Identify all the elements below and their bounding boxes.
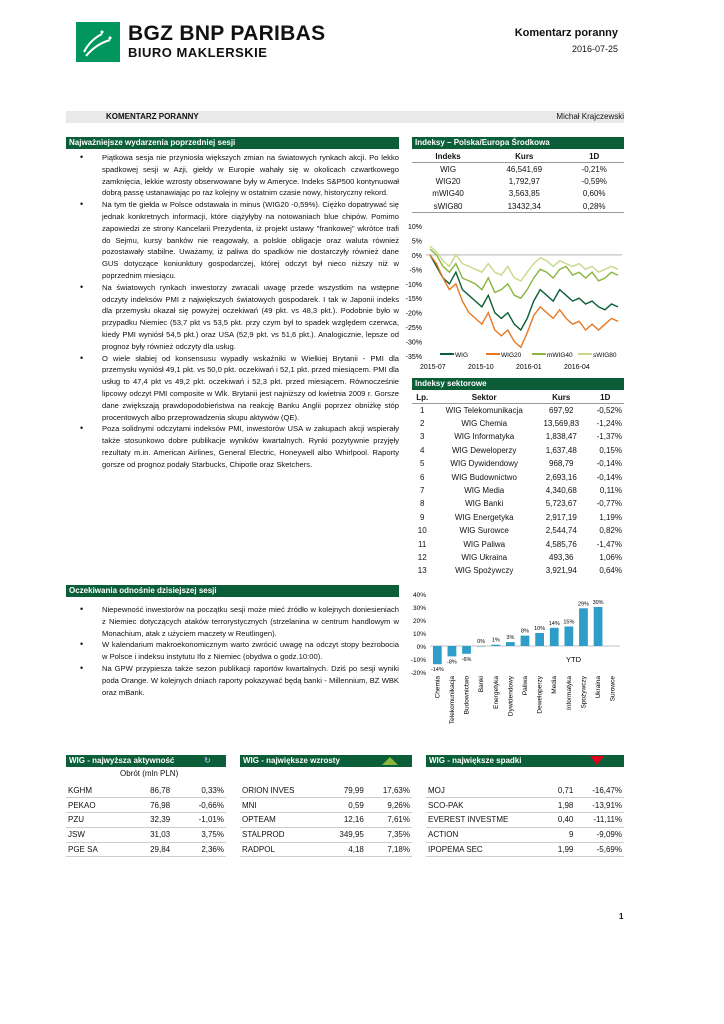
bullet-item: • Niepewność inwestorów na początku sesji może mieć źródło w kolejnych doniesieniach z Niemiec dotyczących ataków terrorystycznych (strzelanina w centrum handlowym w Monachium, atak z użyciem maczety w Reutlingen). bbox=[90, 604, 399, 639]
table-cell: 493,36 bbox=[549, 552, 574, 562]
table-cell: 7,18% bbox=[387, 845, 410, 855]
x-tick-label: 2016-01 bbox=[516, 364, 542, 371]
table-cell: 1 bbox=[419, 405, 425, 415]
table-cell: mWIG40 bbox=[432, 189, 464, 199]
bullet-item: • W kalendarium makroekonomicznym warto zwrócić uwagę na odczyt stopy bezrobocia w Polsce i indeksu instytutu Ifo z Niemiec (obydwa o godz.10:00). bbox=[90, 639, 399, 663]
table-cell: 13,569,83 bbox=[543, 419, 580, 429]
table-row bbox=[412, 163, 624, 176]
table-cell: PEKAO bbox=[68, 800, 96, 810]
table-cell: 6 bbox=[419, 472, 425, 482]
table-row bbox=[412, 404, 624, 417]
table-cell: WIG Surowce bbox=[459, 526, 509, 536]
sectors-col-header: Kurs bbox=[536, 391, 587, 404]
bar bbox=[564, 627, 573, 647]
indices-col-header: Indeks bbox=[412, 150, 484, 163]
table-cell: 9,26% bbox=[387, 800, 410, 810]
table-cell: -16,47% bbox=[592, 785, 622, 795]
legend-label: WIG20 bbox=[501, 352, 522, 359]
table-cell: 1,838,47 bbox=[545, 432, 577, 442]
sectors-col-header: 1D bbox=[587, 391, 624, 404]
table-cell: 12 bbox=[417, 552, 427, 562]
table-cell: EVEREST INVESTME bbox=[428, 815, 509, 825]
data-label: 15% bbox=[563, 619, 575, 626]
y-tick-label: -20% bbox=[410, 670, 426, 677]
table-cell: 86,78 bbox=[150, 785, 171, 795]
table-cell: 0,28% bbox=[564, 200, 624, 213]
table-row bbox=[412, 200, 624, 213]
table-cell: -1,01% bbox=[198, 815, 224, 825]
doc-title: Komentarz poranny bbox=[514, 27, 618, 39]
table-cell: 7 bbox=[419, 486, 425, 496]
bar bbox=[521, 636, 530, 646]
table-cell: 1,99 bbox=[557, 845, 574, 855]
table-row bbox=[426, 813, 624, 828]
y-tick-label: 20% bbox=[412, 618, 426, 625]
data-label: -6% bbox=[461, 656, 472, 663]
top-bar bbox=[66, 111, 624, 123]
table-cell: -11,11% bbox=[593, 815, 622, 825]
table-cell: 1,06% bbox=[599, 552, 622, 562]
table-cell: 3,921,94 bbox=[545, 566, 577, 576]
table-cell: WIG Paliwa bbox=[463, 539, 506, 549]
table-cell: -1,24% bbox=[596, 419, 622, 429]
x-tick-label: Informatyka bbox=[565, 676, 573, 710]
doc-date: 2016-07-25 bbox=[571, 44, 618, 54]
legend-label: sWIG80 bbox=[593, 352, 617, 359]
y-tick-label: 30% bbox=[412, 605, 426, 612]
data-label: 8% bbox=[521, 628, 529, 635]
table-cell: -5,69% bbox=[596, 845, 622, 855]
table-row bbox=[412, 564, 624, 577]
table-cell: -0,77% bbox=[596, 499, 622, 509]
table-cell: 79,99 bbox=[343, 785, 364, 795]
table-cell: 0,82% bbox=[599, 526, 622, 536]
table-cell: WIG bbox=[440, 164, 457, 174]
data-label: -14% bbox=[430, 667, 444, 674]
table-row bbox=[412, 497, 624, 510]
table-cell: WIG Telekomunikacja bbox=[445, 405, 523, 415]
table-cell: 0,71 bbox=[557, 785, 574, 795]
data-label: 3% bbox=[506, 635, 515, 642]
table-row bbox=[412, 175, 624, 188]
table-row bbox=[426, 827, 624, 842]
table-row bbox=[412, 417, 624, 430]
table-row bbox=[240, 798, 412, 813]
table-cell: 12,16 bbox=[343, 815, 364, 825]
author: Michał Krajczewski bbox=[556, 112, 624, 121]
y-tick-label: -25% bbox=[405, 325, 422, 333]
table-cell: WIG Informatyka bbox=[454, 432, 515, 442]
sectors-col-header: Lp. bbox=[412, 391, 432, 404]
y-tick-label: -20% bbox=[405, 310, 422, 318]
sectors-header: Indeksy sektorowe bbox=[412, 378, 624, 390]
table-row bbox=[66, 813, 226, 828]
table-cell: 3,563,85 bbox=[508, 189, 540, 199]
table-cell: -0,21% bbox=[581, 164, 607, 174]
table-cell: sWIG80 bbox=[412, 200, 484, 213]
table-cell: 968,79 bbox=[549, 459, 574, 469]
x-tick-label: 2016-04 bbox=[564, 364, 590, 371]
table-cell: -13,91% bbox=[592, 800, 622, 810]
data-label: 0% bbox=[477, 639, 486, 645]
bar bbox=[448, 646, 457, 656]
table-cell: 9 bbox=[419, 512, 425, 522]
brand-sub: BIURO MAKLERSKIE bbox=[128, 45, 268, 60]
table-cell: 5,723,67 bbox=[545, 499, 577, 509]
indices-table bbox=[412, 150, 624, 213]
table-cell: IPOPEMA SEC bbox=[428, 845, 483, 855]
table-cell: WIG Energetyka bbox=[454, 512, 514, 522]
y-tick-label: -15% bbox=[405, 296, 422, 304]
x-tick-label: Chemia bbox=[434, 676, 442, 699]
bar bbox=[433, 646, 442, 664]
table-cell: 13432,34 bbox=[484, 200, 564, 213]
line-chart bbox=[400, 216, 628, 374]
table-cell: 4,340,68 bbox=[545, 486, 577, 496]
active-sub: Obrót (mln PLN) bbox=[120, 769, 179, 778]
indices-head-row bbox=[412, 150, 624, 163]
table-row bbox=[412, 430, 624, 443]
table-cell: 2,693,16 bbox=[545, 472, 577, 482]
logo-mark bbox=[76, 22, 120, 62]
series-line-swig80 bbox=[430, 246, 618, 281]
table-cell: WIG Dywidendowy bbox=[450, 459, 518, 469]
data-label: 10% bbox=[534, 626, 546, 632]
table-cell: -0,14% bbox=[596, 472, 622, 482]
brand-name: BGZ BNP PARIBAS bbox=[128, 22, 326, 45]
expect-header: Oczekiwania odnośnie dzisiejszej sesji bbox=[66, 585, 399, 597]
table-cell: OPTEAM bbox=[242, 815, 276, 825]
y-tick-label: -30% bbox=[405, 339, 422, 347]
bullet-item: • O wiele słabiej od konsensusu wypadły wskaźniki w Wielkiej Brytanii - PMI dla przemysłu wyniósł 49,1 pkt. vs 50,0 pkt. oczekiwań i 52,1 pkt. przed miesiącem. PMI dla usług to 47,4 pkt vs 49,2 pkt. oczekiwań i 52,3 pkt. przed miesiącem. Równocześnie lipcowy odczyt PMI composite w Wlk. Brytanii jest najniższy od kwietnia 2009 r. Gorsze dane zwiększają prawdopodobieństwa na reakcję Banku Anglii poprzez obniżkę stóp procentowych albo przeprowadzenia skupu aktywów (QE). bbox=[90, 353, 399, 424]
legend-swatch bbox=[486, 353, 500, 355]
table-cell: 5 bbox=[419, 459, 425, 469]
table-cell: 17,63% bbox=[382, 785, 410, 795]
expect-list bbox=[66, 604, 399, 698]
bar bbox=[491, 645, 500, 646]
x-tick-label: Surowce bbox=[609, 676, 617, 702]
bar bbox=[506, 642, 515, 646]
table-row bbox=[412, 511, 624, 524]
table-cell: 7,35% bbox=[387, 830, 410, 840]
bar bbox=[462, 646, 471, 654]
table-row bbox=[426, 783, 624, 798]
table-cell: WIG Spożywczy bbox=[455, 566, 514, 576]
table-cell: PZU bbox=[68, 815, 84, 825]
table-cell: 29,84 bbox=[150, 845, 171, 855]
table-cell: PGE SA bbox=[68, 845, 98, 855]
y-tick-label: 40% bbox=[412, 592, 426, 599]
bullet-item: • Na światowych rynkach inwestorzy zwracali uwagę przede wszystkim na wstępne odczyty indeksów PMI z największych światowych gospodarek. I tak w Japonii indeks dla przemysłu okazał się powyżej oczekiwań (49 pkt. vs 48,3 pkt.). Podobnie było w przypadku Niemiec (53,7 pkt vs 53,5 pkt. przy czym był to spadek względem czerwca, kiedy PMI wyniósł 54,5 pkt.) oraz USA (52,9 pkt. vs 51,6 pkt.). Analogicznie, lepsze od prognoz były również odczyty dla usług. bbox=[90, 282, 399, 353]
table-cell: -1,47% bbox=[596, 539, 622, 549]
table-row bbox=[426, 842, 624, 857]
table-cell: 2,544,74 bbox=[545, 526, 577, 536]
y-tick-label: -35% bbox=[405, 354, 422, 361]
refresh-icon: ↻ bbox=[204, 756, 211, 765]
legend-label: WIG bbox=[455, 352, 468, 359]
bar bbox=[550, 628, 559, 646]
table-cell: 2,36% bbox=[201, 845, 224, 855]
table-cell: 76,98 bbox=[150, 800, 171, 810]
sectors-head-row bbox=[412, 391, 624, 404]
data-label: 1% bbox=[491, 637, 500, 644]
table-row bbox=[66, 842, 226, 857]
down-triangle-icon bbox=[590, 756, 604, 765]
bar bbox=[535, 633, 544, 646]
down-title: WIG - największe spadki bbox=[429, 756, 522, 765]
x-tick-label: Budownictwo bbox=[463, 676, 471, 715]
table-cell: WIG Banki bbox=[465, 499, 504, 509]
legend-label: YTD bbox=[566, 655, 581, 664]
x-tick-label: Deweloperzy bbox=[536, 676, 544, 714]
x-tick-label: Media bbox=[551, 676, 559, 694]
active-title: WIG - najwyższa aktywność bbox=[69, 756, 175, 765]
table-cell: 2 bbox=[419, 419, 425, 429]
table-cell: 11 bbox=[418, 539, 427, 549]
active-header bbox=[66, 755, 226, 767]
indices-col-header: 1D bbox=[564, 150, 624, 163]
down-table bbox=[426, 783, 624, 857]
table-cell: 0,15% bbox=[599, 445, 622, 455]
bar-chart bbox=[406, 586, 626, 736]
table-cell: 4 bbox=[419, 445, 425, 455]
table-cell: WIG Chemia bbox=[461, 419, 508, 429]
table-cell: 3,75% bbox=[201, 830, 224, 840]
table-cell: RADPOL bbox=[242, 845, 275, 855]
table-cell: 0,59 bbox=[348, 800, 364, 810]
table-row bbox=[412, 188, 624, 201]
table-cell: -0,59% bbox=[581, 176, 607, 186]
table-cell: MNI bbox=[242, 800, 257, 810]
table-cell: 1,637,48 bbox=[545, 445, 577, 455]
table-row bbox=[412, 551, 624, 564]
table-cell: 32,39 bbox=[150, 815, 171, 825]
table-cell: WIG20 bbox=[435, 176, 461, 186]
table-row bbox=[66, 783, 226, 798]
table-cell: 10 bbox=[417, 526, 427, 536]
series-line-wig bbox=[430, 255, 618, 330]
sectors-col-header: Sektor bbox=[432, 391, 536, 404]
table-row bbox=[412, 484, 624, 497]
table-row bbox=[66, 827, 226, 842]
table-cell: 4,18 bbox=[348, 845, 364, 855]
bullet-item: • Poza solidnymi odczytami indeksów PMI, inwestorów USA w zakupach akcji wspierały także stosunkowo dobre publikacje wyników kwartalnych. Rynki pozytywnie przyjęły rezultaty m.in. American Airlines, General Electric, Honeywell albo Whirlpool. Raporty gorsze od prognoz podały Starbucks, Chipotle oraz Sketchers. bbox=[90, 423, 399, 470]
table-cell: 3 bbox=[419, 432, 425, 442]
table-cell: 2,917,19 bbox=[545, 512, 577, 522]
bullet-item: • Na tym tle giełda w Polsce odstawała in minus (WIG20 -0,59%). Ciężko dopatrywać się jednak konkretnych informacji, które ciążyłyby na notowaniach blue chipów. Pomimo zapowiedzi ze strony Kancelarii Prezydenta, iż projekt ustawy "frankowej" wkrótce trafi do Sejmu, kursy banków nie reagowały, a polskie obligacje oraz waluta również pozostawały stabilne. Uważamy, iż paliwa do spadków nie dostarczyły również dane GUS dotyczące koniunktury gospodarczej, której odczyt był nieco niższy niż w poprzednim miesiącu. bbox=[90, 199, 399, 282]
y-tick-label: 0% bbox=[416, 644, 426, 651]
table-cell: 0,40 bbox=[557, 815, 574, 825]
x-tick-label: Telekomunikacja bbox=[448, 676, 456, 725]
data-label: 14% bbox=[548, 620, 560, 627]
table-row bbox=[412, 537, 624, 550]
table-cell: 4,585,76 bbox=[545, 539, 577, 549]
y-tick-label: -10% bbox=[410, 657, 426, 664]
y-tick-label: 5% bbox=[411, 238, 422, 246]
table-cell: KGHM bbox=[68, 785, 92, 795]
table-cell: 0,33% bbox=[201, 785, 224, 795]
events-list bbox=[66, 152, 399, 471]
y-tick-label: -10% bbox=[405, 281, 422, 289]
up-triangle-icon bbox=[382, 757, 398, 765]
up-header bbox=[240, 755, 412, 767]
table-row bbox=[412, 524, 624, 537]
table-cell: 31,03 bbox=[150, 830, 171, 840]
table-row bbox=[412, 444, 624, 457]
table-cell: 1,792,97 bbox=[508, 176, 540, 186]
table-row bbox=[240, 783, 412, 798]
data-label: -8% bbox=[447, 659, 457, 666]
table-cell: SCO-PAK bbox=[428, 800, 464, 810]
table-row bbox=[66, 798, 226, 813]
down-header bbox=[426, 755, 624, 767]
table-cell: -0,14% bbox=[596, 459, 622, 469]
table-cell: STALPROD bbox=[242, 830, 285, 840]
y-tick-label: 0% bbox=[411, 252, 422, 260]
table-cell: 697,92 bbox=[549, 405, 574, 415]
bullet-item: • Na GPW przypiesza także sezon publikacji raportów kwartalnych. Dziś po sesji wyniki poda Orange. W kolejnych dniach raporty pokazywać będą banki - Millennium, BZ WBK oraz mBank. bbox=[90, 663, 399, 698]
x-tick-label: Banki bbox=[478, 676, 486, 693]
indices-col-header: Kurs bbox=[484, 150, 564, 163]
table-cell: ORION INVES bbox=[242, 785, 295, 795]
x-tick-label: Paliwa bbox=[522, 676, 529, 696]
legend-swatch bbox=[532, 353, 546, 355]
legend-label: mWIG40 bbox=[547, 352, 573, 359]
table-cell: 13 bbox=[417, 566, 427, 576]
table-cell: WIG Media bbox=[464, 486, 505, 496]
sectors-table bbox=[412, 391, 624, 578]
table-cell: 7,61% bbox=[387, 815, 410, 825]
table-row bbox=[426, 798, 624, 813]
table-cell: 46,541,69 bbox=[506, 164, 543, 174]
legend-swatch bbox=[440, 353, 454, 355]
table-cell: WIG Budownictwo bbox=[451, 472, 517, 482]
y-tick-label: 10% bbox=[412, 631, 426, 638]
table-cell: 0,60% bbox=[582, 189, 606, 199]
bullet-item: • Piątkowa sesja nie przyniosła większych zmian na światowych rynkach akcji. Po lekko spadkowej sesji w Azji, giełdy w Europie wahały się w okolicach czwartkowego zamknięcia, lekkie wzrosty obserwowane były w Ameryce. Indeks S&P500 kontynuował dobrą passę ustanawiając po raz kolejny w ostatnim czasie nowy, historyczny rekord. bbox=[90, 152, 399, 199]
table-row bbox=[412, 457, 624, 470]
table-cell: 1,19% bbox=[599, 512, 622, 522]
active-table bbox=[66, 783, 226, 857]
x-tick-label: Dywidendowy bbox=[507, 676, 515, 717]
top-bar-label: KOMENTARZ PORANNY bbox=[106, 112, 199, 121]
table-cell: WIG Ukraina bbox=[461, 552, 508, 562]
table-row bbox=[240, 813, 412, 828]
bar bbox=[579, 608, 588, 646]
table-cell: 0,11% bbox=[599, 486, 622, 496]
x-tick-label: 2015-07 bbox=[420, 364, 446, 371]
table-cell: 349,95 bbox=[339, 830, 364, 840]
table-cell: 8 bbox=[419, 499, 425, 509]
table-cell: 9 bbox=[568, 830, 574, 840]
x-tick-label: Ukraina bbox=[595, 676, 603, 699]
legend-swatch bbox=[578, 353, 592, 355]
up-table bbox=[240, 783, 412, 857]
table-row bbox=[240, 842, 412, 857]
y-tick-label: -5% bbox=[409, 267, 422, 275]
table-cell: ACTION bbox=[428, 830, 459, 840]
table-cell: -9,09% bbox=[596, 830, 622, 840]
table-row bbox=[240, 827, 412, 842]
table-cell: -1,37% bbox=[596, 432, 622, 442]
table-row bbox=[412, 470, 624, 483]
events-header: Najważniejsze wydarzenia poprzedniej sesji bbox=[66, 137, 399, 149]
indices-header: Indeksy – Polska/Europa Środkowa bbox=[412, 137, 624, 149]
data-label: 30% bbox=[592, 600, 604, 606]
table-cell: MOJ bbox=[428, 785, 445, 795]
up-title: WIG - największe wzrosty bbox=[243, 756, 340, 765]
table-cell: WIG Deweloperzy bbox=[451, 445, 517, 455]
data-label: 29% bbox=[577, 601, 589, 608]
bar bbox=[594, 607, 603, 646]
x-tick-label: Spożywczy bbox=[580, 676, 588, 709]
y-tick-label: 10% bbox=[407, 224, 422, 231]
table-cell: -0,66% bbox=[198, 800, 224, 810]
table-cell: 1,98 bbox=[557, 800, 574, 810]
page-number: 1 bbox=[619, 912, 624, 921]
x-tick-label: 2015-10 bbox=[468, 364, 494, 371]
table-cell: 0,64% bbox=[599, 566, 622, 576]
x-tick-label: Energetyka bbox=[492, 676, 500, 709]
bar bbox=[477, 646, 486, 647]
table-cell: -0,52% bbox=[596, 405, 622, 415]
table-cell: JSW bbox=[68, 830, 85, 840]
